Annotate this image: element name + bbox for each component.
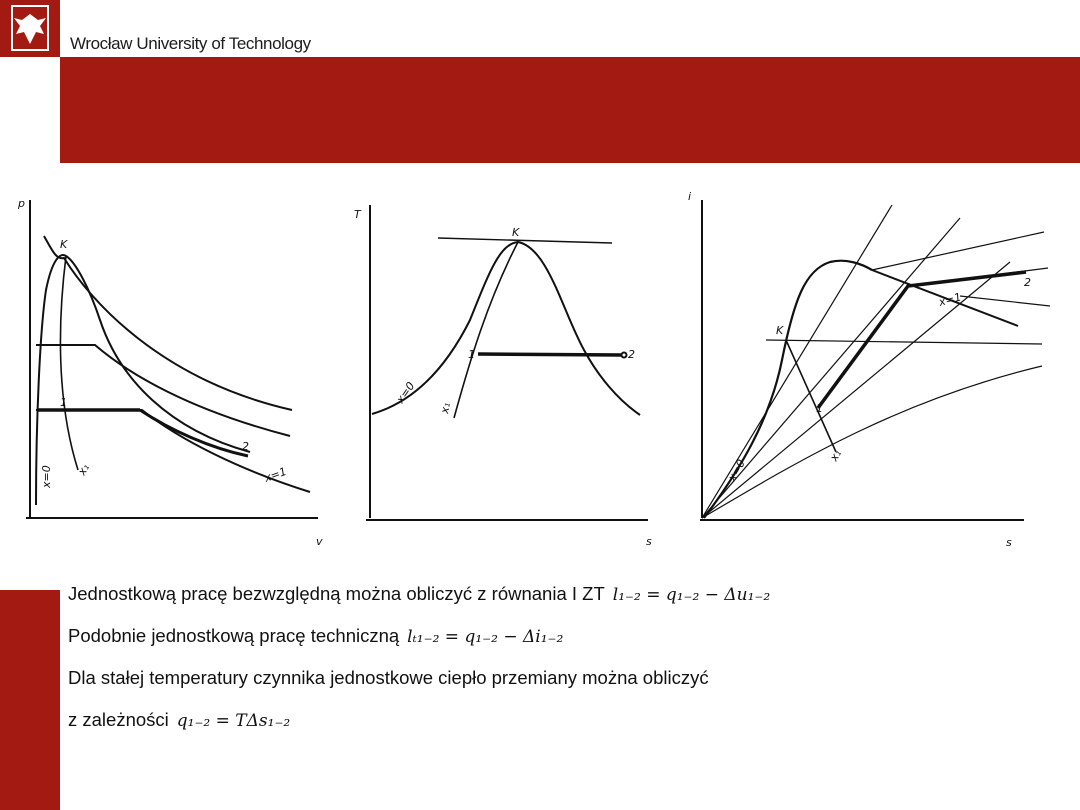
equation-4: q₁₋₂ = TΔs₁₋₂ xyxy=(176,711,291,731)
pv-point-k: K xyxy=(60,238,68,251)
ts-y-label: T xyxy=(354,208,361,221)
ts-point-1: 1 xyxy=(468,348,475,361)
line4-text: z zależności xyxy=(68,709,169,730)
ts-process-line xyxy=(478,354,622,355)
ts-diagram xyxy=(366,205,648,520)
pv-isotherm-high xyxy=(44,236,292,410)
text-line-1 xyxy=(68,578,1068,620)
ts-critical-line xyxy=(438,238,612,243)
body-text xyxy=(68,578,1068,746)
pv-point-1: 1 xyxy=(60,396,67,409)
thermodynamic-diagrams xyxy=(0,180,1080,560)
is-y-label: i xyxy=(688,190,692,203)
line2-text: Podobnie jednostkową pracę techniczną xyxy=(68,625,400,646)
side-band xyxy=(0,590,60,810)
pv-y-label: p xyxy=(18,197,25,210)
is-point-2: 2 xyxy=(1024,276,1031,289)
is-point-k: K xyxy=(776,324,784,337)
line1-text: Jednostkową pracę bezwzględną można obliczyć z równania I ZT xyxy=(68,583,605,604)
text-line-4 xyxy=(68,704,1068,746)
is-x1-label: x=1 xyxy=(937,290,963,309)
is-x0-label: x=0 xyxy=(725,457,748,484)
equation-2: lₜ₁₋₂ = q₁₋₂ − Δi₁₋₂ xyxy=(407,627,564,647)
is-isobar-7 xyxy=(960,296,1050,306)
is-isobar-3 xyxy=(702,262,1010,518)
pv-x-label: v xyxy=(316,535,323,548)
ts-point-k: K xyxy=(512,226,520,239)
is-xline-label: x₁ xyxy=(827,447,845,464)
is-point-1: 1 xyxy=(816,402,823,415)
university-logo xyxy=(0,0,60,57)
equation-1: l₁₋₂ = q₁₋₂ − Δu₁₋₂ xyxy=(612,585,771,605)
text-line-3 xyxy=(68,662,1068,704)
is-isobar-5 xyxy=(872,232,1044,270)
ts-xline-label: x₁ xyxy=(438,401,453,415)
pv-saturation-curve xyxy=(36,255,250,505)
ts-point-2: 2 xyxy=(628,348,635,361)
eagle-icon xyxy=(0,0,60,57)
pv-process-tail xyxy=(140,410,248,456)
title-band xyxy=(60,57,1080,163)
is-diagram xyxy=(700,200,1050,520)
ts-x1-line xyxy=(454,242,518,418)
ts-x0-label: x=0 xyxy=(393,379,418,406)
pv-x1-label: x=1 xyxy=(262,464,289,485)
is-x-label: s xyxy=(1006,536,1012,549)
ts-x-label: s xyxy=(646,535,652,548)
line3-text: Dla stałej temperatury czynnika jednostkowe ciepło przemiany można obliczyć xyxy=(68,667,709,688)
pv-point-2: 2 xyxy=(242,440,249,453)
university-name: Wrocław University of Technology xyxy=(70,34,311,53)
pv-xline-label: x₁ xyxy=(75,461,93,478)
is-process-line xyxy=(818,272,1026,408)
text-line-2 xyxy=(68,620,1068,662)
pv-x1-line xyxy=(60,256,78,470)
pv-x0-label: x=0 xyxy=(40,465,53,488)
ts-point-2-marker xyxy=(622,353,627,358)
